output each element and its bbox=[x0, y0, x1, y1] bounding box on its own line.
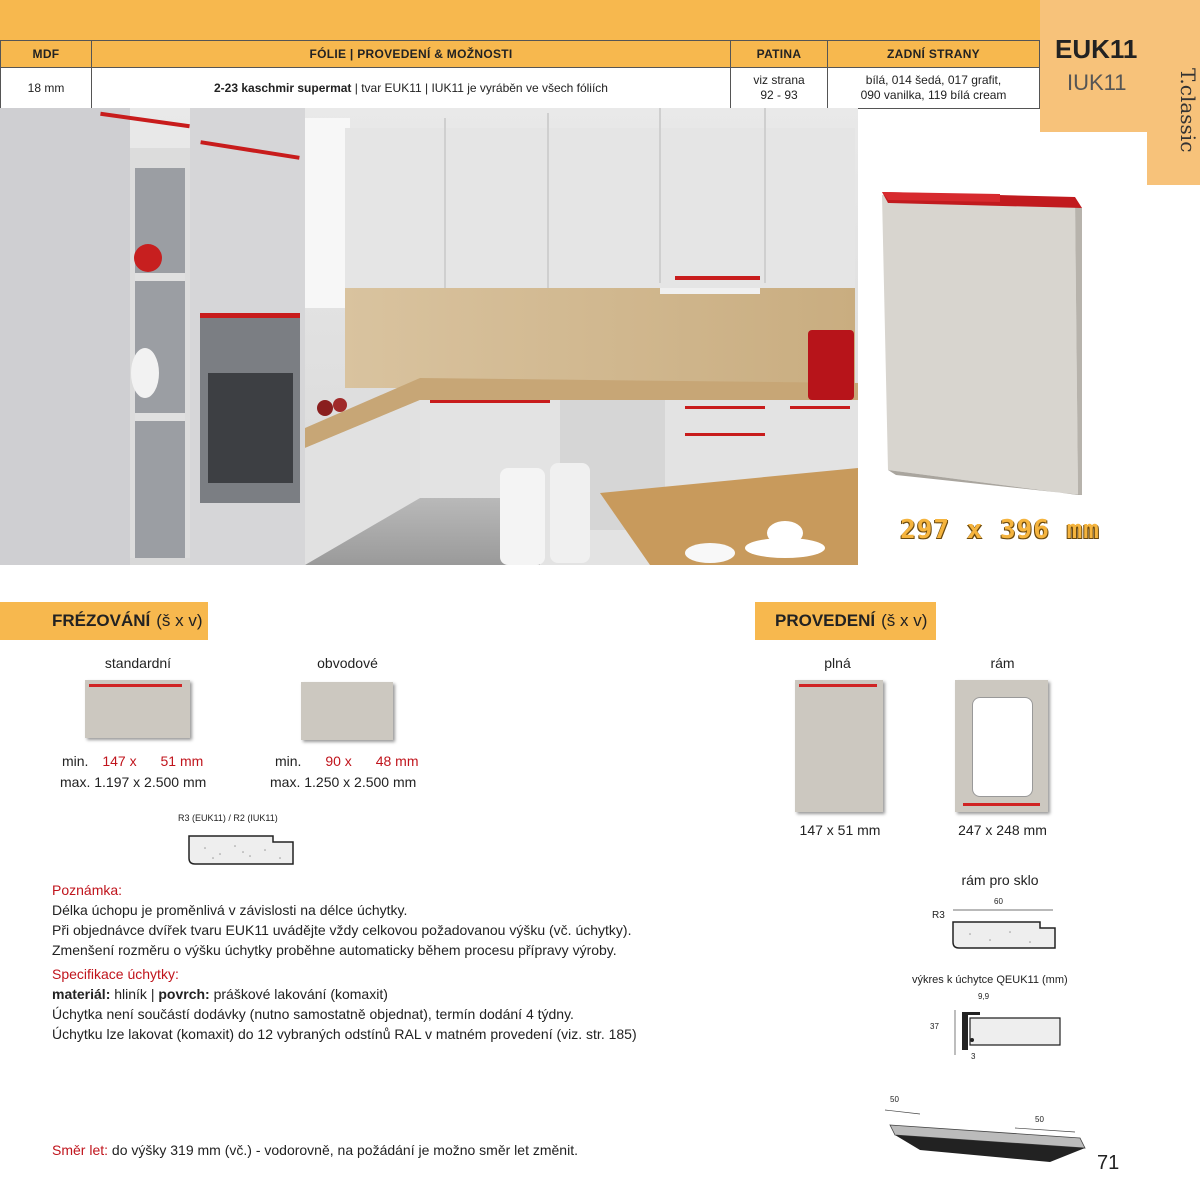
ram-sklo-label: rám pro sklo bbox=[961, 872, 1039, 888]
th-folie: FÓLIE | PROVEDENÍ & MOŽNOSTI bbox=[92, 41, 731, 68]
profile-drawing bbox=[185, 828, 300, 870]
smer-let bbox=[52, 1142, 578, 1158]
obvodove-min bbox=[275, 753, 445, 769]
standard-label: standardní bbox=[104, 655, 172, 671]
folie-rest: | tvar EUK11 | IUK11 je vyráběn ve všech fóliích bbox=[351, 80, 608, 95]
vykres-label: výkres k úchytce QEUK11 (mm) bbox=[912, 974, 1068, 986]
povrch-label: povrch: bbox=[158, 986, 210, 1002]
ram-handle bbox=[963, 803, 1040, 806]
th-patina: PATINA bbox=[731, 41, 828, 68]
ram-size: 247 x 248 mm bbox=[958, 822, 1047, 838]
patina-line1: viz strana bbox=[753, 73, 805, 87]
material-value: hliník | bbox=[110, 986, 159, 1002]
td-folie bbox=[92, 68, 731, 109]
note-line-1: Délka úchopu je proměnlivá v závislosti na délce úchytky. bbox=[52, 902, 408, 918]
door-sample-image bbox=[870, 170, 1100, 500]
plna-label: plná bbox=[824, 655, 851, 671]
obvodove-min-w: 90 x bbox=[325, 753, 352, 769]
spec-table bbox=[0, 40, 1040, 109]
handle-3d-drawing bbox=[880, 1100, 1090, 1170]
page-number: 71 bbox=[1097, 1152, 1120, 1174]
td-zadni bbox=[828, 68, 1040, 109]
handle-dim-1: 50 bbox=[890, 1095, 899, 1104]
vykres-d3: 3 bbox=[971, 1052, 976, 1061]
povrch-value: práškové lakování (komaxit) bbox=[209, 986, 388, 1002]
note-heading: Poznámka: bbox=[52, 882, 123, 898]
ram-label: rám bbox=[990, 655, 1015, 671]
standard-panel bbox=[85, 680, 190, 738]
spec-material bbox=[52, 984, 732, 1004]
spec-line-1: Úchytka není součástí dodávky (nutno samostatně objednat), termín dodání 4 týdny. bbox=[52, 1006, 574, 1022]
ram-sklo-dim: 60 bbox=[994, 897, 1003, 906]
patina-line2: 92 - 93 bbox=[760, 88, 798, 102]
obvodove-min-prefix: min. bbox=[275, 753, 302, 769]
standard-min-prefix: min. bbox=[62, 753, 89, 769]
product-code-alt: IUK11 bbox=[1067, 70, 1127, 95]
td-mdf: 18 mm bbox=[1, 68, 92, 109]
frezovani-suffix: (š x v) bbox=[156, 611, 203, 630]
standard-handle bbox=[89, 684, 182, 687]
kitchen-photo bbox=[0, 108, 858, 565]
plna-handle bbox=[799, 684, 877, 687]
th-zadni: ZADNÍ STRANY bbox=[828, 41, 1040, 68]
vykres-d1: 9,9 bbox=[978, 992, 990, 1001]
frezovani-title: FRÉZOVÁNÍ bbox=[52, 611, 151, 630]
note-line-2: Při objednávce dvířek tvaru EUK11 uvádějte vždy celkovou požadovanou výšku (vč. úchytky). bbox=[52, 922, 632, 938]
profile-label: R3 (EUK11) / R2 (IUK11) bbox=[178, 813, 278, 823]
obvodove-max: max. 1.250 x 2.500 mm bbox=[270, 774, 417, 790]
provedeni-heading bbox=[755, 602, 936, 640]
spec-line-2: Úchytku lze lakovat (komaxit) do 12 vybraných odstínů RAL v matném provedení (viz. str. 185) bbox=[52, 1026, 637, 1042]
handle-dim-2: 50 bbox=[1035, 1115, 1044, 1124]
provedeni-title: PROVEDENÍ bbox=[775, 611, 876, 630]
smer-label: Směr let: bbox=[52, 1142, 109, 1158]
spec-heading: Specifikace úchytky: bbox=[52, 966, 179, 982]
obvodove-min-h: 48 mm bbox=[375, 753, 419, 769]
ram-sklo-drawing bbox=[945, 900, 1060, 955]
obvodove-label: obvodové bbox=[317, 655, 378, 671]
td-patina bbox=[731, 68, 828, 109]
plna-size: 147 x 51 mm bbox=[799, 822, 881, 838]
handle-profile-drawing bbox=[940, 1000, 1065, 1070]
note-line-3: Zmenšení rozměru o výšku úchytky proběhne automaticky během procesu přípravy výroby. bbox=[52, 942, 617, 958]
note-block bbox=[52, 880, 732, 1044]
header-bar bbox=[0, 0, 1040, 40]
series-label: T.classic bbox=[1176, 67, 1200, 153]
smer-value: do výšky 319 mm (vč.) - vodorovně, na požádání je možno směr let změnit. bbox=[108, 1142, 578, 1158]
ram-window bbox=[972, 697, 1033, 797]
zadni-line1: bílá, 014 šedá, 017 grafit, bbox=[865, 73, 1002, 87]
vykres-d2: 37 bbox=[930, 1022, 939, 1031]
material-label: materiál: bbox=[52, 986, 111, 1002]
obvodove-panel bbox=[301, 682, 393, 740]
product-code: EUK11 bbox=[1055, 34, 1138, 64]
standard-min-w: 147 x bbox=[102, 753, 137, 769]
standard-max: max. 1.197 x 2.500 mm bbox=[60, 774, 207, 790]
provedeni-suffix: (š x v) bbox=[881, 611, 928, 630]
frezovani-heading bbox=[0, 602, 208, 640]
zadni-line2: 090 vanilka, 119 bílá cream bbox=[860, 88, 1007, 102]
standard-min bbox=[62, 753, 222, 769]
th-mdf: MDF bbox=[1, 41, 92, 68]
folie-bold: 2-23 kaschmir supermat bbox=[214, 80, 352, 95]
plna-panel bbox=[795, 680, 883, 812]
ram-sklo-r: R3 bbox=[932, 910, 945, 921]
door-size-label: 297 x 396 mm bbox=[900, 515, 1100, 545]
standard-min-h: 51 mm bbox=[160, 753, 204, 769]
ram-panel bbox=[955, 680, 1048, 812]
